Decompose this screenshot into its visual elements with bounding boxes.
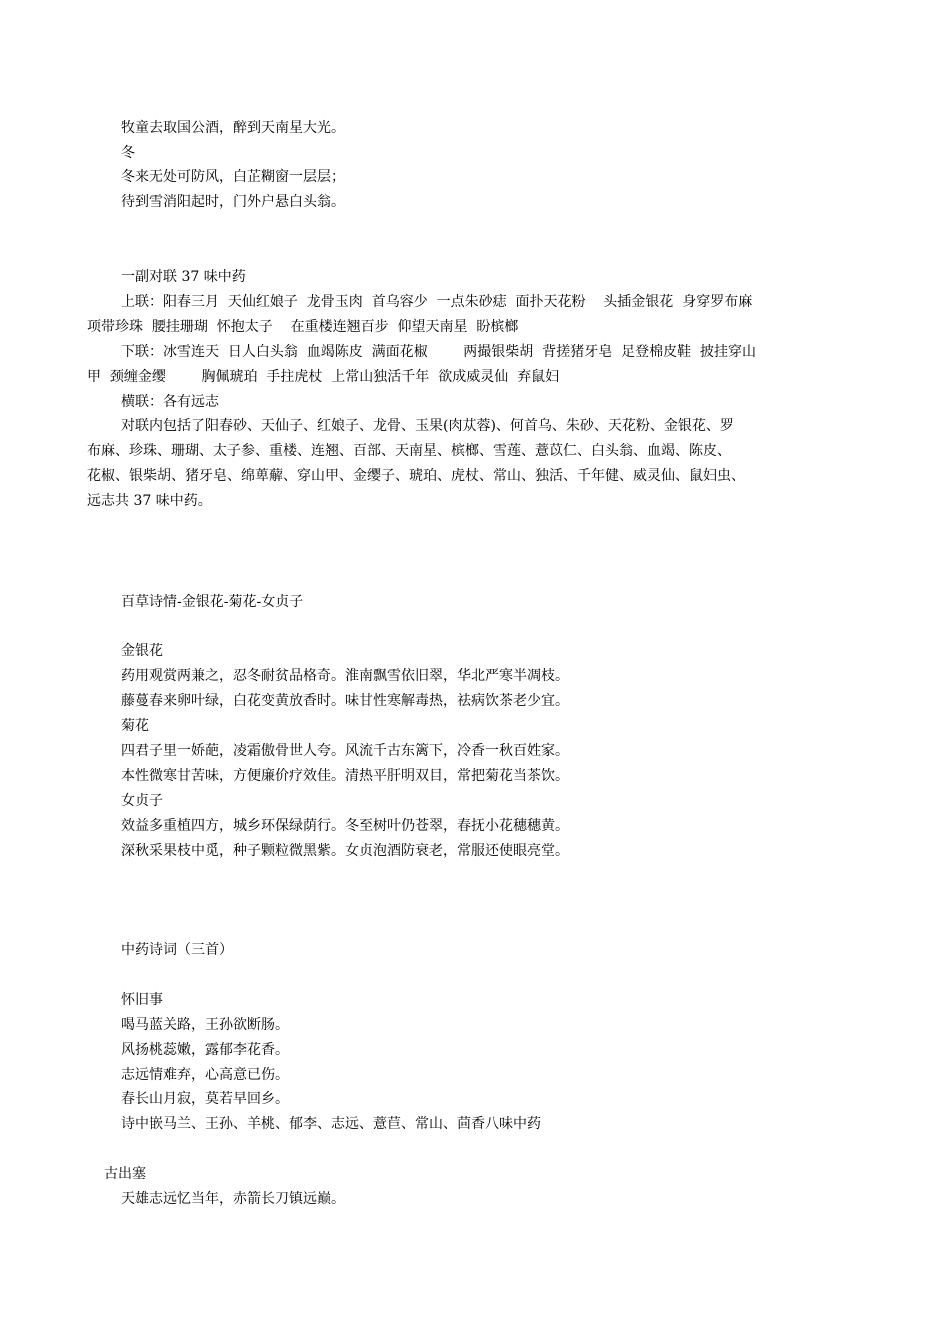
privet-heading: 女贞子 <box>121 793 163 809</box>
couplet-lower-line: 下联：冰雪连天 日人白头翁 血竭陈皮 满面花椒 两撮银柴胡 背搓猪牙皂 足登棉皮鞋 披挂穿山 <box>121 344 757 360</box>
couplet-horizontal: 横联：各有远志 <box>121 394 219 410</box>
poem-line: 志远情难弃，心高意已伤。 <box>121 1067 289 1083</box>
couplet-note-line: 布麻、珍珠、珊瑚、太子参、重楼、连翘、百部、天南星、槟榔、雪莲、薏苡仁、白头翁、血竭、陈皮、 <box>87 443 731 459</box>
poem-line: 冬来无处可防风，白芷糊窗一层层； <box>121 169 345 185</box>
couplet-upper-line: 项带珍珠 腰挂珊瑚 怀抱太子 在重楼连翘百步 仰望天南星 盼槟榔 <box>87 319 519 335</box>
couplet-upper-line: 上联：阳春三月 天仙红娘子 龙骨玉肉 首乌容少 一点朱砂痣 面扑天花粉 头插金银花 身穿罗布麻 <box>121 294 753 310</box>
honeysuckle-heading: 金银花 <box>121 643 163 659</box>
couplet-lower-line: 甲 颈缠金缨 胸佩琥珀 手拄虎杖 上常山独活千年 欲成威灵仙 弃鼠妇 <box>87 369 560 385</box>
couplet-note-line: 远志共 37 味中药。 <box>87 493 212 509</box>
poem-line: 待到雪消阳起时，门外户悬白头翁。 <box>121 194 345 210</box>
poem-line: 效益多重植四方，城乡环保绿荫行。冬至树叶仍苍翠，春抚小花穗穗黄。 <box>121 818 569 834</box>
poem-line: 天雄志远忆当年，赤箭长刀镇远巅。 <box>121 1191 345 1207</box>
poem-line: 喝马蓝关路，王孙欲断肠。 <box>121 1017 289 1033</box>
poem-line: 牧童去取国公酒，醉到天南星大光。 <box>121 120 345 136</box>
poem-line: 春长山月寂，莫若早回乡。 <box>121 1091 289 1107</box>
couplet-note-line: 花椒、银柴胡、猪牙皂、绵萆薢、穿山甲、金缨子、琥珀、虎杖、常山、独活、千年健、威灵仙、鼠妇虫、 <box>87 468 745 484</box>
poem-note: 诗中嵌马兰、王孙、羊桃、郁李、志远、薏苣、常山、茴香八味中药 <box>121 1116 541 1132</box>
nostalgia-heading: 怀旧事 <box>121 992 163 1008</box>
poem-line: 四君子里一娇葩，凌霜傲骨世人夸。风流千古东篱下，冷香一秋百姓家。 <box>121 743 569 759</box>
poem-line: 深秋采果枝中觅，种子颗粒微黑紫。女贞泡酒防衰老，常服还使眼亮堂。 <box>121 843 569 859</box>
couplet-note-line: 对联内包括了阳春砂、天仙子、红娘子、龙骨、玉果(肉苁蓉)、何首乌、朱砂、天花粉、金银花、罗 <box>121 418 734 434</box>
poem-line: 藤蔓春来卵叶绿，白花变黄放香时。味甘性寒解毒热，祛病饮茶老少宜。 <box>121 693 569 709</box>
chrysanthemum-heading: 菊花 <box>121 718 149 734</box>
winter-heading: 冬 <box>121 145 135 161</box>
couplet-title: 一副对联 37 味中药 <box>121 269 246 285</box>
poems-title: 中药诗词（三首） <box>121 942 233 958</box>
poem-line: 风扬桃蕊嫩，露郁李花香。 <box>121 1042 289 1058</box>
poem-line: 本性微寒甘苦味，方便廉价疗效佳。清热平肝明双目，常把菊花当茶饮。 <box>121 768 569 784</box>
herbs-title: 百草诗情-金银花-菊花-女贞子 <box>121 594 304 610</box>
frontier-heading: 古出塞 <box>104 1166 146 1182</box>
poem-line: 药用观赏两兼之，忍冬耐贫品格奇。淮南飘雪依旧翠，华北严寒半凋枝。 <box>121 668 569 684</box>
